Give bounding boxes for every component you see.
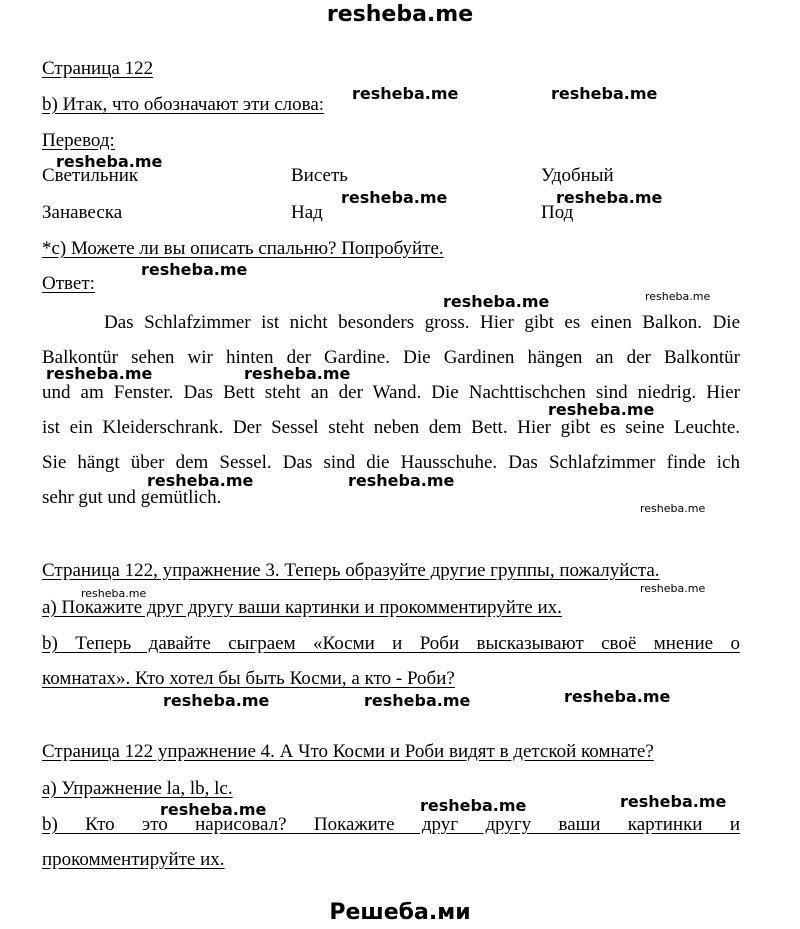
watermark: resheba.me — [564, 687, 671, 706]
answer-line: sehr gut und gemütlich. — [42, 487, 222, 508]
watermark: resheba.me — [341, 188, 448, 207]
watermark: resheba.me — [443, 292, 550, 311]
word-above: Над — [291, 202, 323, 223]
answer-line: Balkontür sehen wir hinten der Gardine. Die Gardinen hängen an der Balkontür — [42, 347, 740, 368]
watermark: resheba.me — [348, 471, 455, 490]
watermark: resheba.me — [163, 691, 270, 710]
exercise-4-title: Страница 122 упражнение 4. А Что Косми и Роби видят в детской комнате? — [42, 741, 654, 762]
word-comfortable: Удобный — [541, 165, 614, 186]
watermark: resheba.me — [548, 400, 655, 419]
exercise-4-item-a: а) Упражнение la, lb, lc. — [42, 778, 233, 799]
task-c: *c) Можете ли вы описать спальню? Попробуйте. — [42, 238, 444, 259]
watermark: resheba.me — [420, 796, 527, 815]
answer-line: und am Fenster. Das Bett steht an der Wand. Die Nachttischchen sind niedrig. Hier — [42, 382, 740, 403]
word-lamp: Светильник — [42, 165, 139, 186]
watermark: resheba.me — [81, 587, 147, 600]
watermark: resheba.me — [56, 152, 163, 171]
watermark: resheba.me — [645, 290, 711, 303]
watermark: resheba.me — [640, 502, 706, 515]
answer-label: Ответ: — [42, 273, 95, 294]
answer-line: Sie hängt über dem Sessel. Das sind die Hausschuhe. Das Schlafzimmer finde ich — [42, 452, 740, 473]
answer-line: ist ein Kleiderschrank. Der Sessel steht neben dem Bett. Hier gibt es seine Leuchte. — [42, 417, 740, 438]
site-footer: Решеба.ми — [329, 900, 471, 925]
answer-line: Das Schlafzimmer ist nicht besonders gross. Hier gibt es einen Balkon. Die — [104, 312, 740, 333]
watermark: resheba.me — [620, 792, 727, 811]
watermark: resheba.me — [46, 364, 153, 383]
translation-label: Перевод: — [42, 130, 115, 151]
watermark: resheba.me — [352, 84, 459, 103]
watermark: resheba.me — [244, 364, 351, 383]
watermark: resheba.me — [160, 800, 267, 819]
exercise-4-item-b-line2: прокомментируйте их. — [42, 849, 225, 870]
exercise-3-item-a: а) Покажите друг другу ваши картинки и прокомментируйте их. — [42, 597, 562, 618]
task-b: b) Итак, что обозначают эти слова: — [42, 94, 325, 115]
watermark: resheba.me — [640, 582, 706, 595]
watermark: resheba.me — [556, 188, 663, 207]
page-title: Страница 122 — [42, 58, 154, 79]
exercise-4-item-b-line1: b) Кто это нарисовал? Покажите друг другу ваши картинки и — [42, 814, 740, 835]
exercise-3-title: Страница 122, упражнение 3. Теперь образуйте другие группы, пожалуйста. — [42, 560, 660, 581]
watermark: resheba.me — [141, 260, 248, 279]
watermark: resheba.me — [364, 691, 471, 710]
watermark: resheba.me — [551, 84, 658, 103]
exercise-3-item-b-line2: комнатах». Кто хотел бы быть Косми, а кто - Роби? — [42, 668, 455, 689]
site-header: resheba.me — [326, 2, 474, 27]
word-curtain: Занавеска — [42, 202, 123, 223]
watermark: resheba.me — [147, 471, 254, 490]
word-hang: Висеть — [291, 165, 348, 186]
exercise-3-item-b-line1: b) Теперь давайте сыграем «Косми и Роби высказывают своё мнение о — [42, 633, 740, 654]
word-below: Под — [541, 202, 574, 223]
